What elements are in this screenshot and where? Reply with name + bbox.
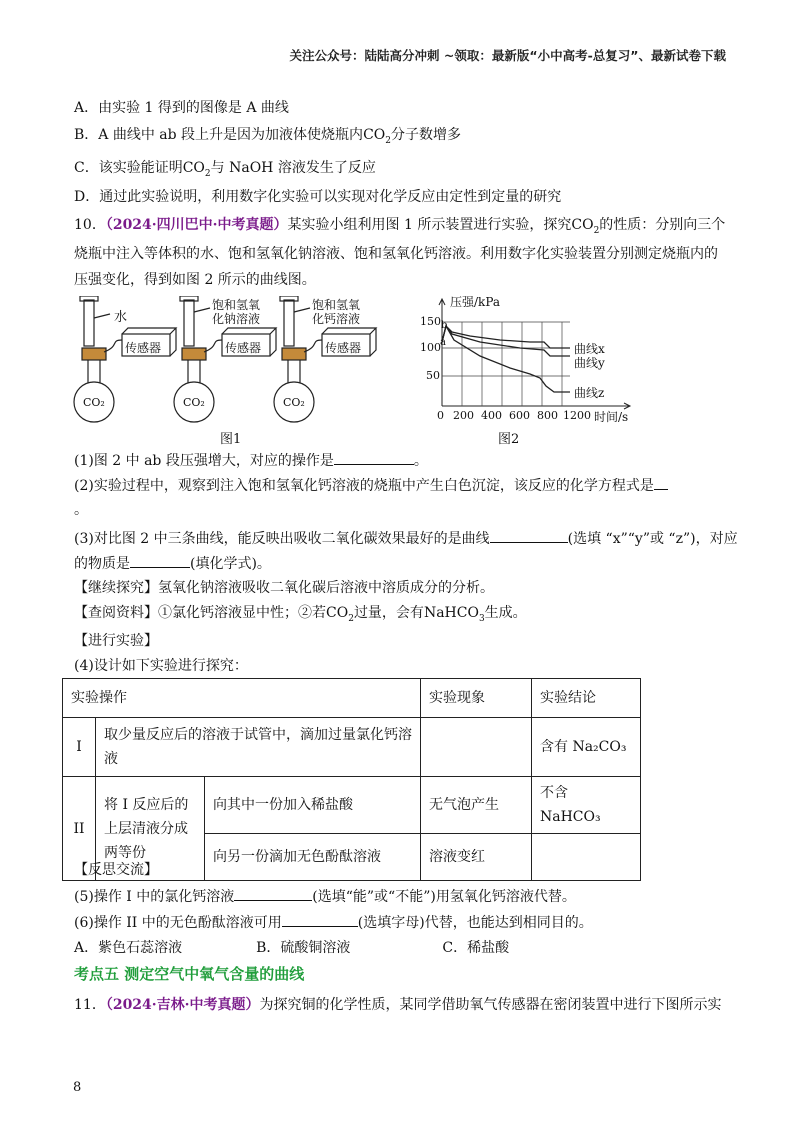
fig2-point-a: a bbox=[440, 337, 446, 348]
fig1-gas-3: CO₂ bbox=[283, 396, 305, 409]
row-2-number: II bbox=[63, 777, 96, 881]
experiment-table bbox=[62, 678, 641, 881]
fig1-label-water: 水 bbox=[114, 310, 128, 325]
fig2-xtick-200: 200 bbox=[453, 409, 474, 422]
row-1-operation: 取少量反应后的溶液于试管中，滴加过量氯化钙溶液 bbox=[96, 718, 421, 777]
q10-intro-1: 10．（2024·四川巴中·中考真题）某实验小组利用图 1 所示装置进行实验，探究$CO_2$的性质：分别向三个 bbox=[74, 217, 726, 236]
q10-sub1: (1)图 2 中 ab 段压强增大，对应的操作是 。 bbox=[74, 450, 428, 471]
fig2-xtick-600: 600 bbox=[509, 409, 530, 422]
row-1-conclusion: 含有 Na₂CO₃ bbox=[532, 718, 641, 777]
option-c: C．该实验能证明$CO_2$与 NaOH 溶液发生了反应 bbox=[74, 160, 376, 179]
fig1-sensor-2: 传感器 bbox=[225, 341, 262, 355]
row-1-phenomenon bbox=[421, 718, 532, 777]
q10-sub4: (4)设计如下实验进行探究： bbox=[74, 658, 248, 674]
row-2a-operation: 向其中一份加入稀盐酸 bbox=[205, 777, 421, 834]
fig1-sensor-1: 传感器 bbox=[125, 341, 162, 355]
option-a: A．由实验 1 得到的图像是 A 曲线 bbox=[74, 100, 289, 116]
page-number: 8 bbox=[73, 1080, 82, 1095]
answer-blank-2[interactable] bbox=[654, 475, 668, 490]
answer-blank-3b[interactable] bbox=[130, 553, 190, 568]
q10-reflect: 【反思交流】 bbox=[74, 862, 158, 878]
fig2-xtick-1200: 1200 bbox=[563, 409, 591, 422]
fig2-ylabel: 压强/kPa bbox=[450, 295, 501, 309]
row-2-operation: 将 I 反应后的上层清液分成两等份 bbox=[96, 777, 205, 881]
q10-sub3: (3)对比图 2 中三条曲线，能反映出吸收二氧化碳效果最好的是曲线 (选填 “x”“y”或 “z”)，对应 bbox=[74, 528, 738, 549]
q6-option-a: A．紫色石蕊溶液 bbox=[74, 940, 183, 956]
fig1-label-naoh: 饱和氢氧 化钠溶液 bbox=[212, 298, 261, 326]
q10-sub2: (2)实验过程中，观察到注入饱和氢氧化钙溶液的烧瓶中产生白色沉淀，该反应的化学方程式是 bbox=[74, 475, 668, 496]
table-header-operation: 实验操作 bbox=[63, 679, 421, 718]
fig2-curve-x: 曲线x bbox=[574, 342, 605, 356]
answer-blank-1[interactable] bbox=[334, 450, 414, 465]
q10-sub6: (6)操作 II 中的无色酚酞溶液可用 (选填字母)代替，也能达到相同目的。 bbox=[74, 912, 593, 933]
fig2-curve-y: 曲线y bbox=[574, 356, 605, 370]
q10-reference: 【查阅资料】①氯化钙溶液显中性；②若$CO_2$过量，会有NaHCO$_3$生成。 bbox=[74, 605, 527, 624]
q10-intro-3: 压强变化，得到如图 2 所示的曲线图。 bbox=[74, 272, 316, 288]
q10-continue: 【继续探究】氢氧化钠溶液吸收二氧化碳后溶液中溶质成分的分析。 bbox=[74, 580, 494, 596]
fig2-ytick-100: 100 bbox=[420, 341, 441, 354]
q11-source: （2024·吉林·中考真题） bbox=[105, 997, 260, 1013]
q10-sub5: (5)操作 I 中的氯化钙溶液 (选填“能”或“不能”)用氢氧化钙溶液代替。 bbox=[74, 886, 576, 907]
answer-blank-6[interactable] bbox=[282, 912, 358, 927]
answer-blank-5[interactable] bbox=[234, 886, 312, 901]
page-header: 关注公众号：陆陆高分冲刺 ~领取：最新版“小中高考-总复习”、最新试卷下载 bbox=[289, 48, 726, 63]
figure-2-chart bbox=[420, 296, 640, 426]
fig2-xtick-0: 0 bbox=[437, 409, 444, 422]
fig2-xtick-800: 800 bbox=[537, 409, 558, 422]
row-2a-phenomenon: 无气泡产生 bbox=[421, 777, 532, 834]
table-header-conclusion: 实验结论 bbox=[532, 679, 641, 718]
option-d: D．通过此实验说明，利用数字化实验可以实现对化学反应由定性到定量的研究 bbox=[74, 189, 562, 205]
q10-source: （2024·四川巴中·中考真题） bbox=[105, 217, 288, 233]
fig1-gas-2: CO₂ bbox=[183, 396, 205, 409]
option-b: B．A 曲线中 ab 段上升是因为加液体使烧瓶内$CO_2$分子数增多 bbox=[74, 127, 461, 146]
fig1-gas-1: CO₂ bbox=[83, 396, 105, 409]
row-2b-conclusion[interactable] bbox=[532, 834, 641, 881]
fig2-ytick-150: 150 bbox=[420, 315, 441, 328]
fig2-point-b: b bbox=[441, 320, 448, 331]
answer-blank-3a[interactable] bbox=[490, 528, 568, 543]
row-2b-phenomenon: 溶液变红 bbox=[421, 834, 532, 881]
row-2b-operation: 向另一份滴加无色酚酞溶液 bbox=[205, 834, 421, 881]
q6-option-b: B．硫酸铜溶液 bbox=[256, 940, 351, 956]
q11-text: 11．（2024·吉林·中考真题）为探究铜的化学性质，某同学借助氧气传感器在密闭装置中进行下图所示实 bbox=[74, 997, 722, 1013]
fig1-sensor-3: 传感器 bbox=[325, 341, 362, 355]
q10-sub6-options bbox=[74, 938, 509, 958]
table-header-phenomenon: 实验现象 bbox=[421, 679, 532, 718]
fig1-label-caoh: 饱和氢氧 化钙溶液 bbox=[312, 298, 361, 326]
fig2-curve-z: 曲线z bbox=[574, 386, 605, 400]
fig2-xlabel: 时间/s bbox=[594, 410, 629, 424]
q10-intro-2: 烧瓶中注入等体积的水、饱和氢氧化钠溶液、饱和氢氧化钙溶液。利用数字化实验装置分别测定烧瓶内的 bbox=[74, 246, 718, 262]
q10-sub2-end: 。 bbox=[74, 502, 88, 518]
row-1-number: I bbox=[63, 718, 96, 777]
fig2-ytick-50: 50 bbox=[426, 369, 440, 382]
section-5-title: 考点五 测定空气中氧气含量的曲线 bbox=[74, 965, 305, 983]
row-2a-conclusion: 不含 NaHCO₃ bbox=[532, 777, 641, 834]
q10-do-experiment: 【进行实验】 bbox=[74, 633, 158, 649]
q6-option-c: C．稀盐酸 bbox=[442, 940, 510, 956]
fig2-caption: 图2 bbox=[498, 432, 520, 447]
fig1-caption: 图1 bbox=[220, 432, 242, 447]
q10-sub3-cont: 的物质是 (填化学式)。 bbox=[74, 553, 271, 574]
fig2-xtick-400: 400 bbox=[481, 409, 502, 422]
